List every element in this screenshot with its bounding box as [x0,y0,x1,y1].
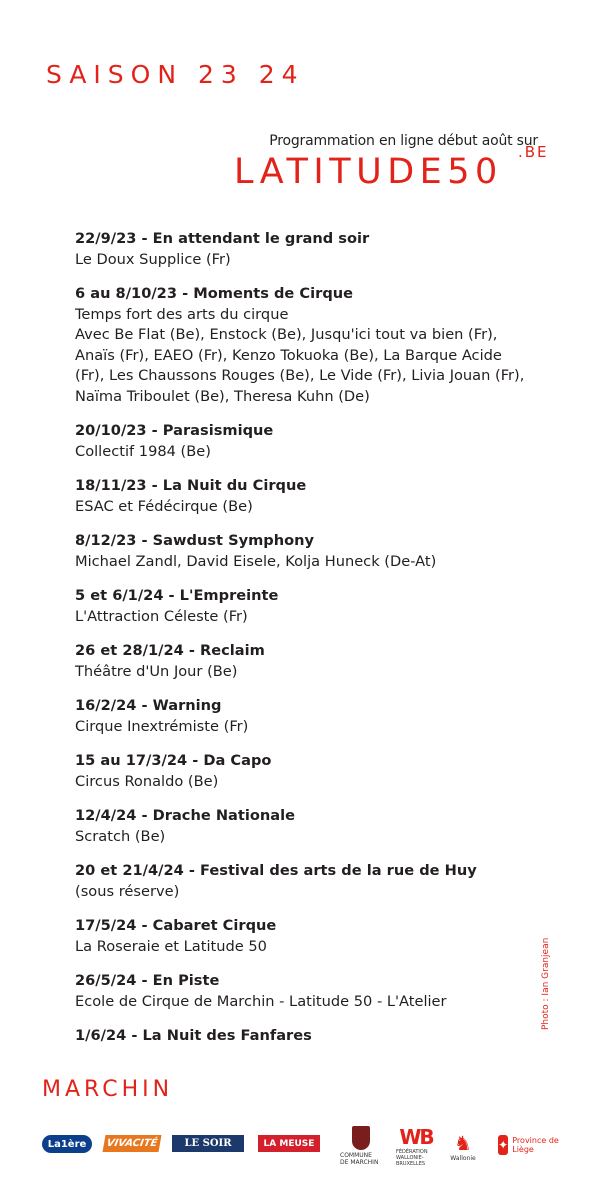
event-detail: (Fr), Les Chaussons Rouges (Be), Le Vide (Fr), Livia Jouan (Fr), [75,367,525,384]
event-title: 17/5/24 - Cabaret Cirque [75,917,277,934]
event-title: 18/11/23 - La Nuit du Cirque [75,477,307,494]
event-item [75,696,545,737]
event-detail: Avec Be Flat (Be), Enstock (Be), Jusqu'ici tout va bien (Fr), [75,326,498,343]
event-detail: Théâtre d'Un Jour (Be) [75,662,238,680]
event-detail: ESAC et Fédécirque (Be) [75,497,253,515]
event-item [75,806,545,847]
event-item [75,229,545,270]
rooster-icon: ♞ [454,1130,472,1155]
event-item [75,531,545,572]
event-detail: Temps fort des arts du cirque [75,305,289,323]
fwb-logo [396,1125,436,1167]
la-meuse-logo: LA MEUSE [258,1135,320,1152]
province-mark-icon: ✦ [498,1135,508,1155]
event-detail: Naïma Triboulet (Be), Theresa Kuhn (De) [75,387,370,405]
event-detail: Anaïs (Fr), EAEO (Fr), Kenzo Tokuoka (Be), La Barque Acide [75,346,502,364]
wallonie-logo [447,1125,479,1167]
event-detail: L'Attraction Céleste (Fr) [75,607,248,625]
event-detail: Michael Zandl, David Eisele, Kolja Huneck (De-At) [75,552,437,570]
brand-domain-suffix: .BE [518,143,549,161]
event-title: 12/4/24 - Drache Nationale [75,807,296,824]
event-title: 26 et 28/1/24 - Reclaim [75,642,265,659]
event-title: 1/6/24 - La Nuit des Fanfares [75,1027,312,1044]
event-title: 26/5/24 - En Piste [75,972,220,989]
event-item [75,916,545,957]
event-title: 22/9/23 - En attendant le grand soir [75,230,370,247]
online-programming-note: Programmation en ligne début août sur [269,133,538,149]
event-detail: Scratch (Be) [75,827,166,845]
event-detail: Circus Ronaldo (Be) [75,772,219,790]
event-item [75,861,545,902]
event-item [75,284,545,407]
events-list [75,229,545,1061]
town-logo: MARCHIN [42,1077,174,1102]
event-title: 15 au 17/3/24 - Da Capo [75,752,272,769]
brand-logo[interactable]: LATITUDE50 [234,152,503,192]
event-item [75,1026,545,1047]
event-item [75,421,545,462]
event-item [75,641,545,682]
photo-credit: Photo : Ian Granjean [541,937,551,1030]
event-item [75,476,545,517]
fwb-mark-icon: WB [399,1125,433,1149]
commune-marchin-logo [340,1125,382,1167]
crest-icon [352,1126,370,1150]
event-title: 6 au 8/10/23 - Moments de Cirque [75,285,354,302]
event-detail: Collectif 1984 (Be) [75,442,211,460]
event-item [75,751,545,792]
province-liege-logo [498,1130,564,1160]
province-label: Province de Liège [512,1136,559,1154]
event-title: 20 et 21/4/24 - Festival des arts de la rue de Huy [75,862,477,879]
event-title: 8/12/23 - Sawdust Symphony [75,532,315,549]
event-title: 20/10/23 - Parasismique [75,422,274,439]
event-detail: (sous réserve) [75,882,180,900]
event-detail: Cirque Inextrémiste (Fr) [75,717,249,735]
event-title: 16/2/24 - Warning [75,697,222,714]
wallonie-label: Wallonie [450,1154,476,1162]
event-item [75,586,545,627]
fwb-label: FÉDÉRATION WALLONIE-BRUXELLES [396,1149,428,1167]
event-detail: Le Doux Supplice (Fr) [75,250,231,268]
event-detail: Ecole de Cirque de Marchin - Latitude 50 - L'Atelier [75,992,447,1010]
commune-label: COMMUNE DE MARCHIN [340,1152,379,1166]
season-title: SAISON 23 24 [46,60,305,89]
event-title: 5 et 6/1/24 - L'Empreinte [75,587,279,604]
la1ere-logo: La1ère [42,1135,92,1153]
partner-logos [0,1120,600,1180]
vivacite-logo: VIVACITÉ [103,1135,162,1152]
event-detail: La Roseraie et Latitude 50 [75,937,267,955]
event-item [75,971,545,1012]
le-soir-logo: LE SOIR [172,1135,244,1152]
